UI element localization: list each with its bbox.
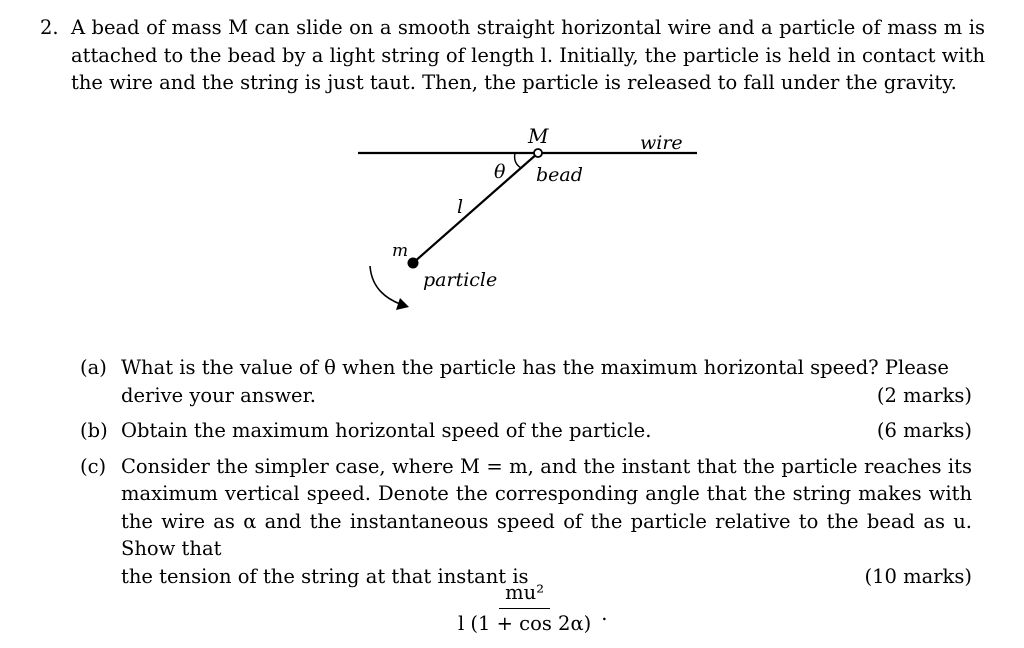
part-a-line1: What is the value of θ when the particle has the maximum horizontal speed? Please — [121, 356, 949, 379]
part-c-label: (c) — [80, 454, 107, 478]
motion-arrow — [370, 266, 400, 304]
angle-arc — [515, 153, 521, 168]
part-b-label: (b) — [80, 419, 108, 442]
tension-formula — [452, 580, 607, 637]
string-line — [413, 153, 538, 263]
part-a-line2: derive your answer. — [121, 383, 316, 407]
question-number: 2. — [40, 16, 59, 39]
part-a — [80, 354, 972, 409]
label-wire: wire — [640, 132, 683, 154]
formula-period: . — [601, 602, 608, 625]
part-c-marks: (10 marks) — [864, 564, 972, 588]
part-c — [80, 453, 972, 591]
label-particle: particle — [423, 269, 498, 291]
part-a-label: (a) — [80, 356, 107, 379]
part-b-marks: (6 marks) — [876, 419, 972, 442]
question-parts — [80, 354, 972, 590]
part-b-text: Obtain the maximum horizontal speed of the particle. — [121, 419, 652, 442]
formula-numerator: mu² — [499, 580, 550, 609]
formula-fraction — [452, 580, 597, 637]
part-c-lastline: the tension of the string at that instant is — [121, 564, 529, 588]
part-a-marks: (2 marks) — [876, 383, 972, 407]
particle-dot — [408, 258, 419, 269]
part-c-body: Consider the simpler case, where M = m, and the instant that the particle reaches its maximum vertical speed. Denote the corresponding angle that the string makes with the wire as α and the instantaneous speed of the particle relative to the bead as u. Show that — [121, 454, 972, 560]
label-l: l — [457, 196, 464, 218]
question-stem: A bead of mass M can slide on a smooth straight horizontal wire and a particle of mass m is attached to the bead by a light string of length l. Initially, the particle is held in contact with the wire and the string is just taut. Then, the particle is released to fall under the gravity. — [71, 16, 985, 94]
label-m: m — [392, 241, 409, 261]
formula-denominator: l (1 + cos 2α) — [458, 612, 592, 635]
bead-circle — [534, 149, 542, 157]
part-a-text — [121, 354, 972, 409]
label-M: M — [528, 124, 549, 148]
label-theta: θ — [494, 161, 506, 183]
label-bead: bead — [536, 164, 583, 186]
part-b — [80, 417, 972, 445]
